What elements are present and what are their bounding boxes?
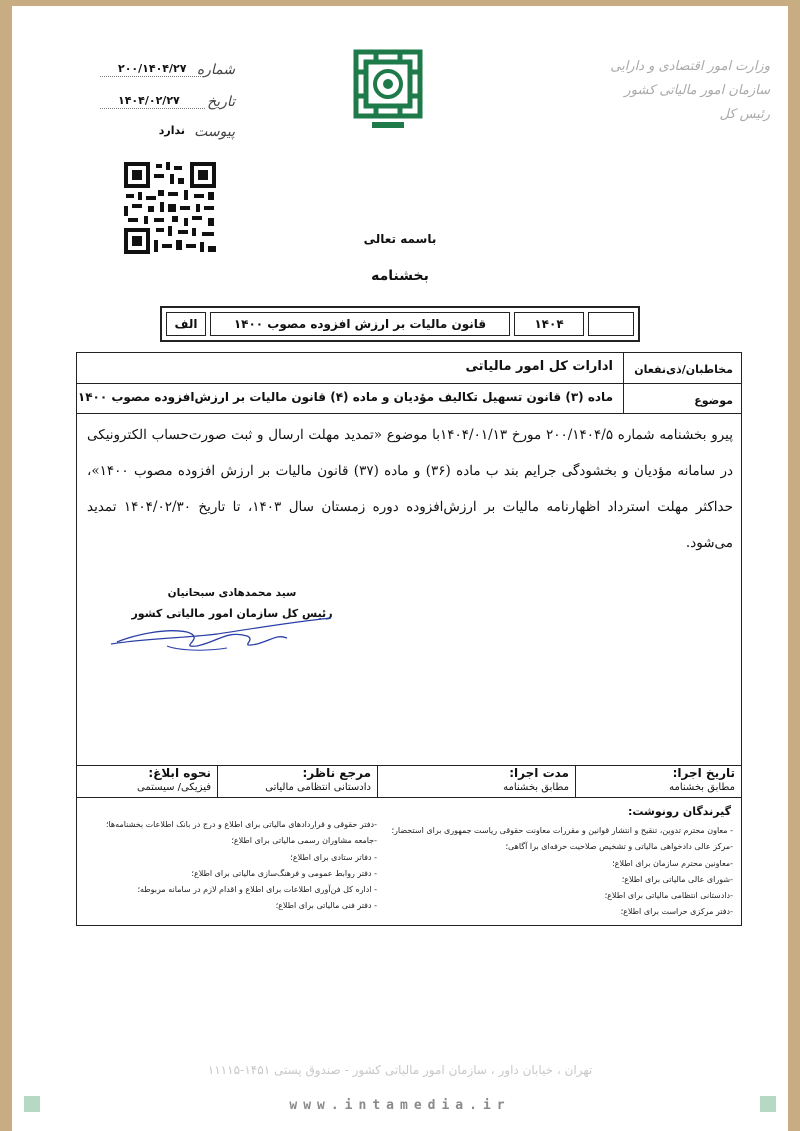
recipient-item: - معاون محترم تدوین، تنقیح و انتشار قوانین و مقررات معاونت حقوقی ریاست جمهوری برای استحضار؛ [391,826,733,835]
exec-date-label: تاریخ اجرا: [672,766,735,780]
footer-website[interactable]: www.intamedia.ir [289,1098,511,1113]
recipient-item: -مرکز عالی دادخواهی مالیاتی و تشخیص صلاحیت حرفه‌ای برا آگاهی؛ [505,842,733,852]
number-value: ۲۰۰/۱۴۰۴/۲۷ [118,62,187,75]
recipient-item: - دفتر روابط عمومی و فرهنگ‌سازی مالیاتی برای اطلاع؛ [191,868,377,878]
recipients-left-list [106,817,377,915]
body-text: پیرو بخشنامه شماره ۲۰۰/۱۴۰۴/۵ مورخ ۱۴۰۴/۰۱/۱۳با موضوع «تمدید مهلت ارسال و ثبت صورت‌حساب الکترونیکی در سامانه مؤدیان و بخشودگی جرایم بند ب ماده (۳۶) و ماده (۳۷) قانون مالیات بر ارزش افزوده مصوب ۱۴۰۰»، حداکثر مهلت استرداد اظهارنامه مالیات بر ارزش‌افزوده دوره زمستان سال ۱۴۰۳، تا تاریخ ۱۴۰۴/۰۲/۳۰ تمدید می‌شود. [87,427,733,551]
basmala: باسمه تعالی [363,232,437,246]
notice-value: فیزیکی/ سیستمی [137,782,211,793]
ministry-line-2: سازمان امور مالیاتی کشور [624,83,770,98]
classification-table [160,306,640,342]
recipients-title: گیرندگان رونوشت: [627,805,731,818]
exec-date-value: مطابق بخشنامه [669,782,735,793]
date-value: ۱۴۰۴/۰۲/۲۷ [118,94,180,107]
recipient-item: -دفتر حقوقی و قراردادهای مالیاتی برای اطلاع و درج در بانک اطلاعات بخشنامه‌ها؛ [105,820,377,829]
attachment-row [100,124,235,146]
main-table [76,352,742,926]
footer-square-left [24,1096,40,1112]
recipient-item: - اداره کل فن‌آوری اطلاعات برای اطلاع و اقدام لازم در سامانه مربوطه؛ [137,885,377,895]
notice-label: نحوه ابلاغ: [148,766,211,780]
recipient-item: -معاونین محترم سازمان برای اطلاع؛ [612,858,733,868]
date-label: تاریخ [207,94,235,110]
signature-scribble [107,608,337,658]
subject-label: موضوع [694,394,733,407]
number-label: شماره [196,62,235,78]
supervisor-value: دادستانی انتظامی مالیاتی [265,782,371,793]
number-row [100,62,235,84]
recipient-item: - دفاتر ستادی برای اطلاع؛ [290,852,377,862]
blank-cell [588,312,634,336]
attachment-label: پیوست [194,124,235,140]
recipient-item: -جامعه مشاوران رسمی مالیاتی برای اطلاع؛ [231,836,377,846]
recipients-right-list [392,823,734,921]
subject-value: ماده (۳) قانون تسهیل تکالیف مؤدیان و ماده (۴) قانون مالیات بر ارزش‌افزوده مصوب ۱۴۰۰ [77,390,613,404]
addressee-value: ادارات کل امور مالیاتی [465,359,613,374]
duration-label: مدت اجرا: [509,766,569,780]
series-cell: الف [166,312,206,336]
recipient-item: -دفتر مرکزی حراست برای اطلاع؛ [620,907,733,917]
recipient-item: - دفتر فنی مالیاتی برای اطلاع؛ [275,901,377,911]
law-cell: قانون مالیات بر ارزش افزوده مصوب ۱۴۰۰ [210,312,510,336]
signer-title: رئیس کل سازمان امور مالیاتی کشور [131,607,333,620]
attachment-value: ندارد [158,124,185,137]
duration-value: مطابق بخشنامه [503,782,569,793]
ministry-line-3: رئیس کل [719,107,770,122]
date-row [100,94,235,116]
tax-organization-logo [352,48,424,134]
document-title: بخشنامه [371,268,429,284]
year-cell: ۱۴۰۴ [514,312,584,336]
ministry-line-1: وزارت امور اقتصادی و دارایی [610,59,770,74]
ministry-heading [570,55,770,127]
addressee-label: مخاطبان/ذی‌نفعان [634,363,733,376]
recipient-item: -دادستانی انتظامی مالیاتی برای اطلاع؛ [604,891,733,901]
supervisor-label: مرجع ناظر: [302,766,371,780]
footer-address: تهران ، خیابان داور ، سازمان امور مالیاتی کشور - صندوق پستی ۱۴۵۱-۱۱۱۱۵ [207,1063,593,1077]
recipient-item: -شورای عالی مالیاتی برای اطلاع؛ [621,874,733,884]
footer-square-right [760,1096,776,1112]
signer-name: سید محمدهادی سبحانیان [167,587,297,599]
